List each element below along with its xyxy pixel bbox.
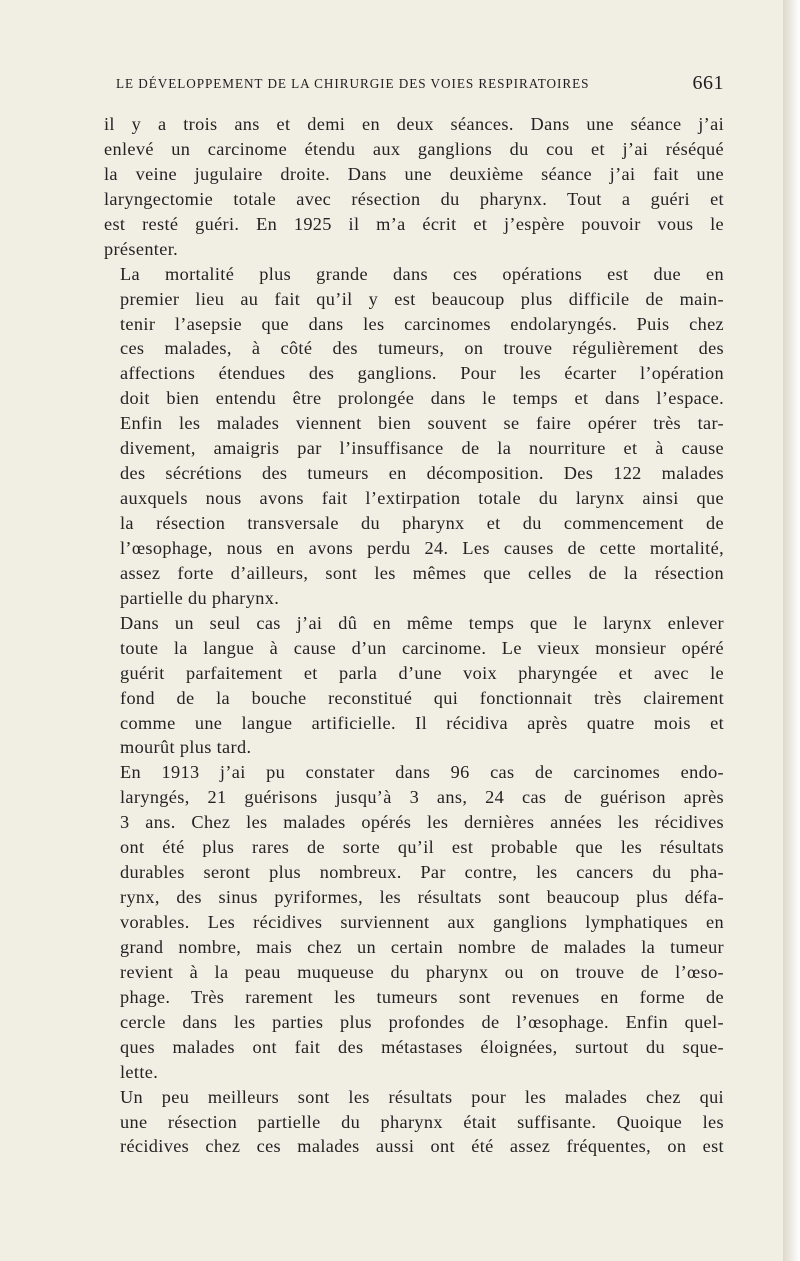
page-number: 661 (692, 72, 724, 94)
paragraph-results-1913 (104, 760, 724, 1084)
text-line: fond de la bouche reconstitué qui fonctionnait très clairement (120, 687, 724, 708)
paragraph-tongue-case (104, 611, 724, 761)
text-line: revient à la peau muqueuse du pharynx ou on trouve de l’œso- (120, 961, 724, 982)
text-line: En 1913 j’ai pu constater dans 96 cas de carcinomes endo- (120, 762, 724, 783)
text-line: laryngés, 21 guérisons jusqu’à 3 ans, 24 cas de guérison après (120, 787, 724, 808)
paragraph-mortality (104, 262, 724, 611)
text-line: vorables. Les récidives surviennent aux ganglions lymphatiques en (120, 912, 724, 932)
text-line: toute la langue à cause d’un carcinome. Le vieux monsieur opéré (120, 637, 724, 658)
text-line: est resté guéri. En 1925 il m’a écrit et j’espère pouvoir vous le (104, 213, 724, 234)
paragraph-partial-resection (104, 1085, 724, 1160)
text-line: grand nombre, mais chez un certain nombre de malades la tumeur (120, 936, 724, 957)
text-line: rynx, des sinus pyriformes, les résultats sont beaucoup plus défa- (120, 887, 724, 908)
text-line: comme une langue artificielle. Il récidiva après quatre mois et (120, 712, 724, 733)
text-line: il y a trois ans et demi en deux séances. Dans une séance j’ai (104, 114, 724, 134)
text-line: laryngectomie totale avec résection du pharynx. Tout a guéri et (104, 188, 724, 209)
text-line: premier lieu au fait qu’il y est beaucoup plus difficile de main- (120, 288, 724, 309)
text-line: La mortalité plus grande dans ces opérations est due en (120, 263, 724, 284)
text-line: ont été plus rares de sorte qu’il est probable que les résultats (120, 837, 724, 858)
paragraph-case-report (104, 112, 724, 262)
text-line: assez forte d’ailleurs, sont les mêmes que celles de la résection (120, 562, 724, 583)
text-line: auxquels nous avons fait l’extirpation totale du larynx ainsi que (120, 488, 724, 509)
text-line: récidives chez ces malades aussi ont été assez fréquentes, on est (120, 1136, 724, 1157)
text-line: cercle dans les parties plus profondes de l’œsophage. Enfin quel- (120, 1011, 724, 1032)
text-line: enlevé un carcinome étendu aux ganglions du cou et j’ai réséqué (104, 138, 724, 159)
text-line: mourût plus tard. (120, 737, 252, 758)
text-line: des sécrétions des tumeurs en décomposition. Des 122 malades (120, 463, 724, 484)
text-line: Dans un seul cas j’ai dû en même temps que le larynx enlever (120, 612, 724, 633)
text-line: Enfin les malades viennent bien souvent se faire opérer très tar- (120, 413, 724, 434)
text-line: ces malades, à côté des tumeurs, on trouve régulièrement des (120, 338, 724, 359)
text-line: affections étendues des ganglions. Pour les écarter l’opération (120, 363, 724, 384)
text-line: guérit parfaitement et parla d’une voix pharyngée et avec le (120, 662, 724, 683)
text-line: doit bien entendu être prolongée dans le temps et dans l’espace. (120, 388, 724, 409)
text-line: 3 ans. Chez les malades opérés les dernières années les récidives (120, 812, 724, 833)
text-line: Un peu meilleurs sont les résultats pour les malades chez qui (120, 1086, 724, 1107)
text-line: durables seront plus nombreux. Par contre, les cancers du pha- (120, 862, 724, 883)
text-line: la veine jugulaire droite. Dans une deuxième séance j’ai fait une (104, 163, 724, 184)
text-line: une résection partielle du pharynx était suffisante. Quoique les (120, 1111, 724, 1132)
page-header (104, 72, 724, 96)
text-line: phage. Très rarement les tumeurs sont revenues en forme de (120, 986, 724, 1007)
text-line: présenter. (104, 238, 179, 259)
running-title: LE DÉVELOPPEMENT DE LA CHIRURGIE DES VOIES RESPIRATOIRES (116, 76, 590, 91)
text-line: ques malades ont fait des métastases éloignées, surtout du sque- (120, 1036, 724, 1057)
text-line: l’œsophage, nous en avons perdu 24. Les causes de cette mortalité, (120, 537, 724, 558)
text-line: tenir l’asepsie que dans les carcinomes endolaryngés. Puis chez (120, 313, 724, 334)
page-edge (783, 0, 800, 1261)
text-line: la résection transversale du pharynx et du commencement de (120, 513, 724, 533)
text-line: partielle du pharynx. (120, 587, 280, 608)
text-line: divement, amaigris par l’insuffisance de la nourriture et à cause (120, 438, 724, 459)
text-line: lette. (120, 1061, 159, 1082)
body-text (104, 112, 724, 1172)
